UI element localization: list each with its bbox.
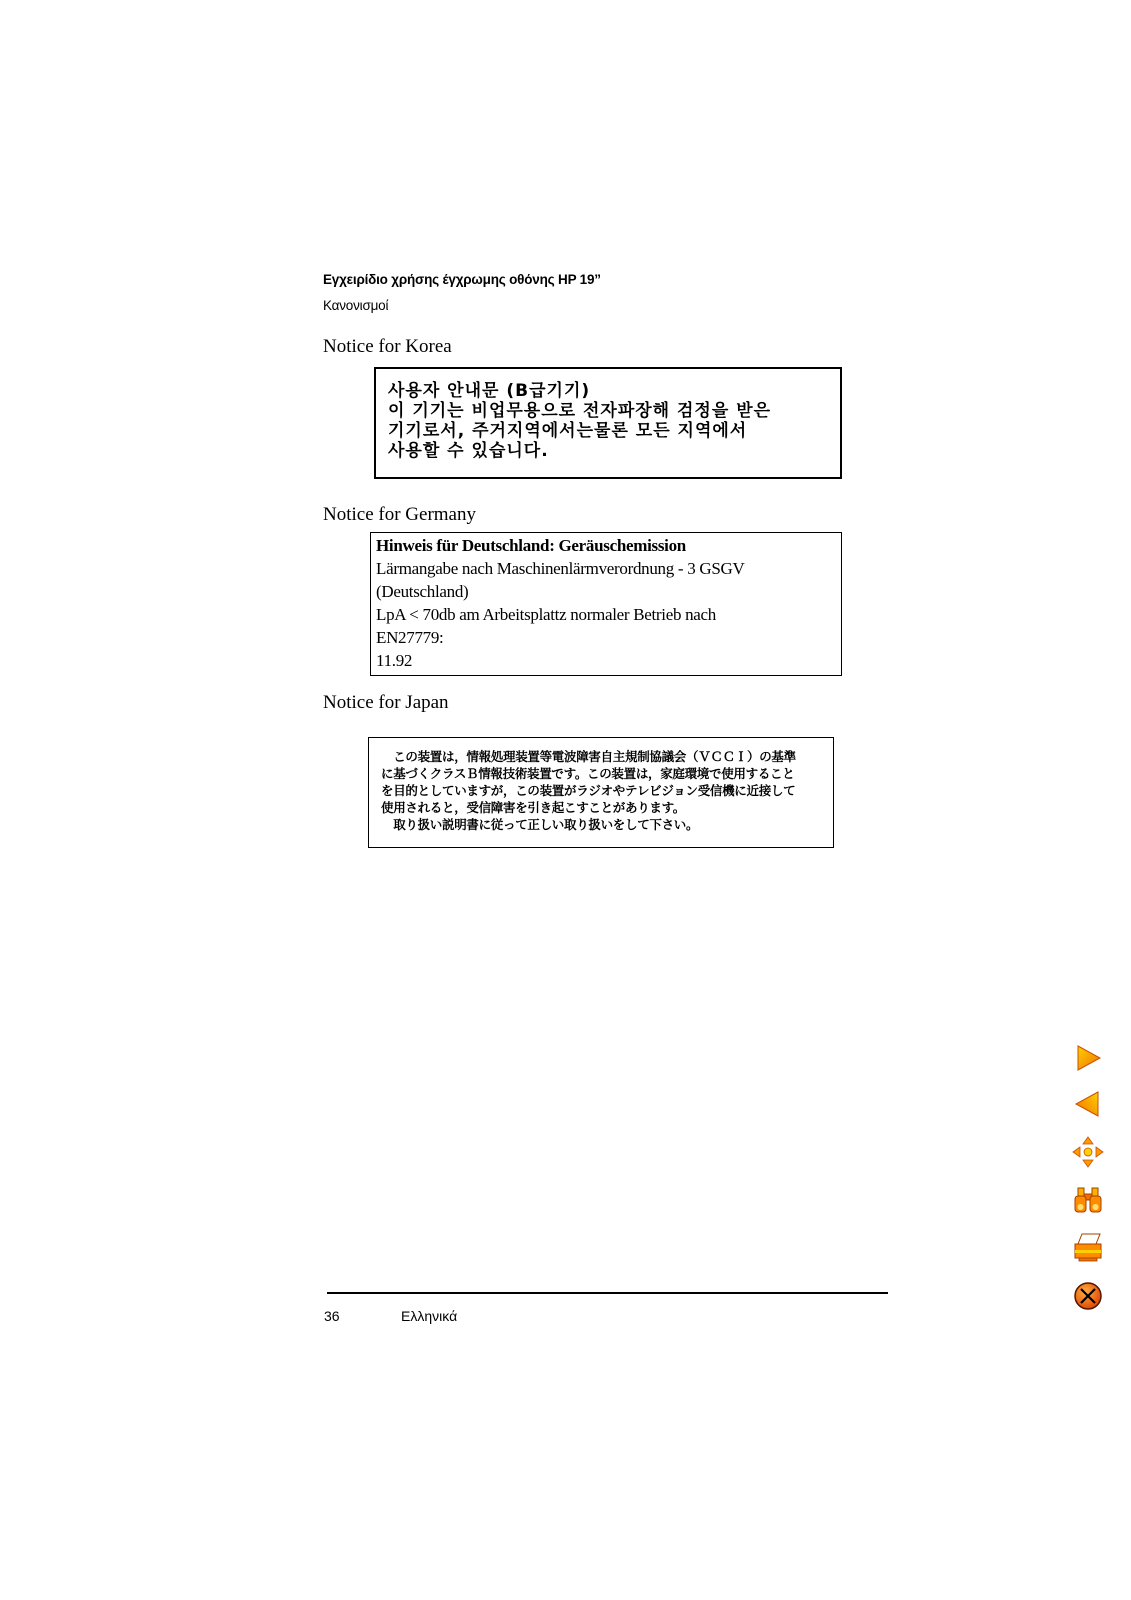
korea-notice-line: 이 기기는 비업무용으로 전자파장해 검정을 받은 [388,401,772,421]
germany-notice-box [370,532,842,676]
germany-notice-line: 11.92 [376,651,413,670]
germany-notice-line: LpA < 70db am Arbeitsplattz normaler Betrieb nach [376,605,716,624]
japan-notice-line: この装置は，情報処理装置等電波障害自主規制協議会（ＶＣＣＩ）の基準 [381,749,796,764]
korea-notice-line: 사용할 수 있습니다. [388,441,549,461]
japan-notice-heading: Notice for Japan [323,692,449,713]
footer-language-label: Ελληνικά [401,1308,458,1324]
japan-notice-box [368,737,834,848]
close-button[interactable] [1070,1278,1106,1314]
footer-divider [327,1292,888,1294]
germany-notice-line: Lärmangabe nach Maschinenlärmverordnung - 3 GSGV [376,559,745,578]
print-button[interactable] [1070,1230,1106,1266]
search-button[interactable] [1070,1182,1106,1218]
germany-notice-heading: Notice for Germany [323,504,476,525]
korea-notice-line: 기기로서, 주거지역에서는물론 모든 지역에서 [388,421,748,441]
germany-notice-title: Hinweis für Deutschland: Geräuschemission [376,536,686,555]
japan-notice-line: 取り扱い説明書に従って正しい取り扱いをして下さい。 [381,817,699,832]
germany-notice-line: EN27779: [376,628,444,647]
korea-notice-box [374,367,842,479]
page-number: 36 [324,1308,340,1324]
germany-notice-line: (Deutschland) [376,582,469,601]
next-page-icon [1070,1040,1106,1076]
contents-button[interactable] [1070,1134,1106,1170]
contents-icon [1070,1134,1106,1170]
search-binoculars-icon [1070,1182,1106,1218]
previous-page-button[interactable] [1070,1086,1106,1122]
next-page-button[interactable] [1070,1040,1106,1076]
japan-notice-line: に基づくクラスＢ情報技術装置です。この装置は，家庭環境で使用すること [381,766,795,781]
section-subtitle: Κανονισμοί [323,298,389,313]
korea-notice-line: 사용자 안내문 (B급기기) [388,381,591,401]
japan-notice-line: を目的としていますが，この装置がラジオやテレビジョン受信機に近接して [381,783,796,798]
print-icon [1070,1230,1106,1266]
korea-notice-heading: Notice for Korea [323,336,452,357]
close-icon [1070,1278,1106,1314]
japan-notice-line: 使用されると，受信障害を引き起こすことがあります。 [381,800,686,815]
document-title: Εγχειρίδιο χρήσης έγχρωμης οθόνης HP 19” [323,272,601,287]
previous-page-icon [1070,1086,1106,1122]
